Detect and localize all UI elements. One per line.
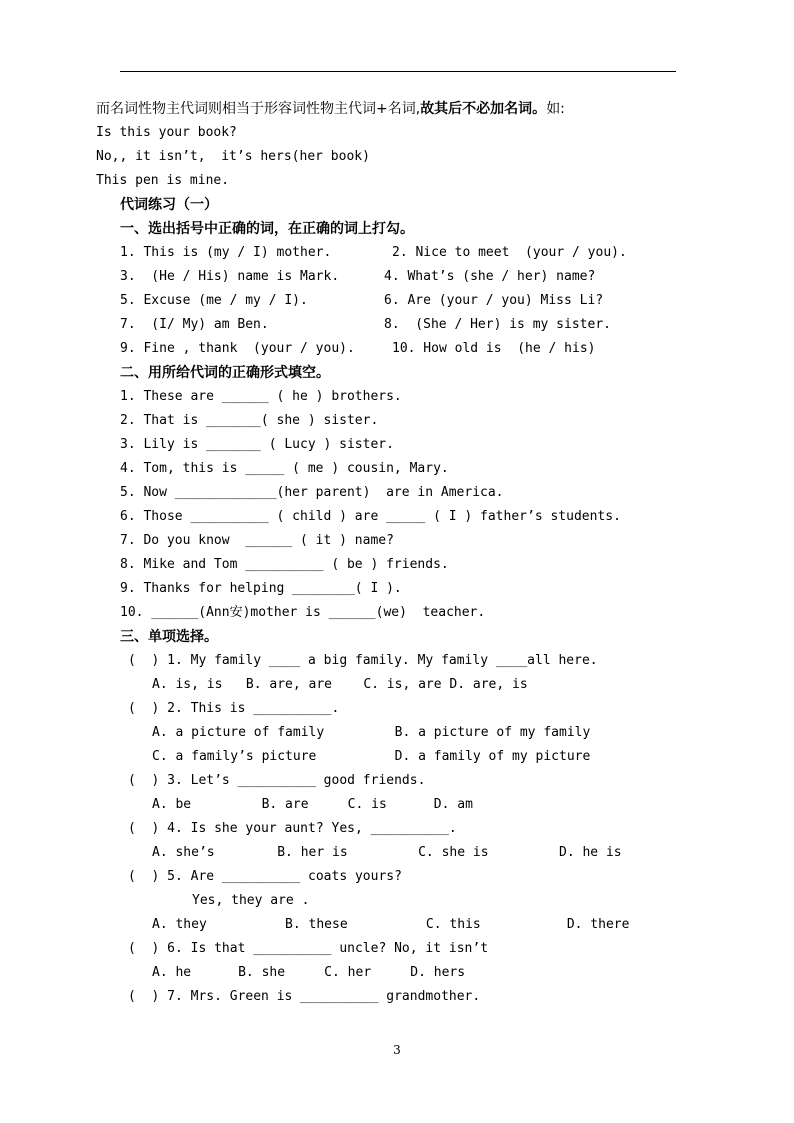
section1-item: 8. (She / Her) is my sister.: [384, 317, 611, 332]
section1-item: 6. Are (your / you) Miss Li?: [384, 293, 604, 308]
section1-item: 7. (I/ My) am Ben.: [120, 317, 269, 332]
section2-item: 4. Tom, this is _____ ( me ) cousin, Mary.: [120, 461, 449, 476]
section2-item: 7. Do you know ______ ( it ) name?: [120, 533, 394, 548]
options-line: A. they B. these C. this D. there: [152, 917, 630, 932]
section1-item: 9. Fine , thank (your / you).: [120, 341, 355, 356]
section2-item: 9. Thanks for helping ________( I ).: [120, 581, 402, 596]
section2-item: 3. Lily is _______ ( Lucy ) sister.: [120, 437, 394, 452]
question-line: ( ) 7. Mrs. Green is __________ grandmother.: [128, 989, 481, 1004]
intro-bold-text: 故其后不必加名词。: [420, 101, 547, 117]
section1-item: 1. This is (my / I) mother.: [120, 245, 332, 260]
section2-item: 10. ______(Ann安)mother is ______(we) teacher.: [120, 605, 486, 620]
header-rule: [120, 71, 676, 72]
page-number: 3: [393, 1043, 401, 1057]
question-line: ( ) 1. My family ____ a big family. My family ____all here.: [128, 653, 598, 668]
section1-heading: 一、选出括号中正确的词，在正确的词上打勾。: [120, 221, 414, 237]
question-line: ( ) 3. Let’s __________ good friends.: [128, 773, 426, 788]
question-line: ( ) 5. Are __________ coats yours?: [128, 869, 402, 884]
section2-item: 2. That is _______( she ) sister.: [120, 413, 379, 428]
section1-item: 10. How old is (he / his): [392, 341, 596, 356]
section2-item: 8. Mike and Tom __________ ( be ) friends.: [120, 557, 449, 572]
options-line: A. he B. she C. her D. hers: [152, 965, 466, 980]
intro-line-3: No,, it isn’t, it’s hers(her book): [96, 149, 370, 164]
section1-item: 2. Nice to meet (your / you).: [392, 245, 627, 260]
question-line: ( ) 4. Is she your aunt? Yes, __________.: [128, 821, 457, 836]
section2-item: 6. Those __________ ( child ) are _____ ( I ) father’s students.: [120, 509, 621, 524]
section1-item: 3. (He / His) name is Mark.: [120, 269, 340, 284]
intro-line-2: Is this your book?: [96, 125, 237, 140]
section3-heading: 三、单项选择。: [120, 629, 218, 645]
section2-item: 5. Now _____________(her parent) are in America.: [120, 485, 504, 500]
options-line: A. she’s B. her is C. she is D. he is: [152, 845, 622, 860]
question-line: ( ) 2. This is __________.: [128, 701, 340, 716]
intro-text: 而名词性物主代词则相当于形容词性物主代词+名词,: [96, 101, 421, 117]
intro-line-4: This pen is mine.: [96, 173, 230, 188]
options-line: A. a picture of family B. a picture of my family: [152, 725, 591, 740]
answer-line: Yes, they are .: [192, 893, 310, 908]
section2-item: 1. These are ______ ( he ) brothers.: [120, 389, 402, 404]
section1-item: 4. What’s (she / her) name?: [384, 269, 596, 284]
section2-heading: 二、用所给代词的正确形式填空。: [120, 365, 330, 381]
options-line: C. a family’s picture D. a family of my picture: [152, 749, 591, 764]
options-line: A. is, is B. are, are C. is, are D. are, is: [152, 677, 528, 692]
section1-item: 5. Excuse (me / my / I).: [120, 293, 308, 308]
intro-line-1: [96, 101, 565, 117]
exercise-title: 代词练习（一）: [120, 197, 218, 213]
options-line: A. be B. are C. is D. am: [152, 797, 473, 812]
intro-tail-text: 如:: [546, 101, 565, 117]
question-line: ( ) 6. Is that __________ uncle? No, it isn’t: [128, 941, 489, 956]
